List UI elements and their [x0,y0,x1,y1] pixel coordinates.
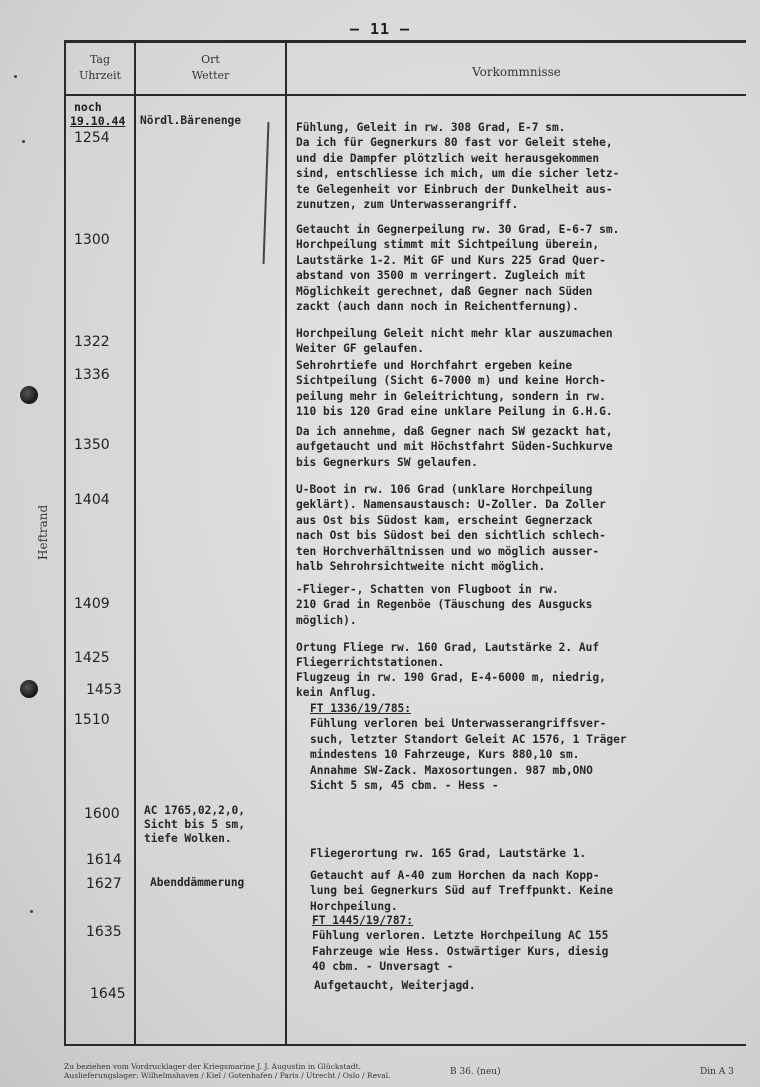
speck [22,140,25,143]
radio-message-ref: FT 1336/19/785: [310,702,412,715]
pen-stroke [263,122,270,264]
time-entry: 1635 [86,924,122,940]
table-bottom-rule [64,1044,746,1046]
table-left-border [64,40,66,1046]
day-date: 19.10.44 [70,114,126,128]
time-entry: 1645 [90,986,126,1002]
printer-note: Zu beziehen vom Vordrucklager der Kriegsmarine J. J. Augustin in Glückstadt. Auslieferungslager: Wilhelmshaven / Kiel / Gotenhafen / Paris / Utrecht / Oslo / Reval. [64,1062,391,1080]
event-entry: U-Boot in rw. 106 Grad (unklare Horchpeilung geklärt). Namensaustausch: U-Zoller. Da Zoller aus Ost bis Südost kam, erscheint Gegnerzack nach Ost bis Südost bei den sichtlich schlech- ten Horchverhältnissen und wo möglich ausser- halb Sehrohrsichtweite nicht möglich. [296,483,606,574]
page-number: — 11 — [349,20,411,38]
place-weather-entry: Abenddämmerung [150,876,245,889]
time-entry: 1614 [86,852,122,868]
time-entry: 1453 [86,682,122,698]
time-entry: 1300 [74,232,110,248]
header-events: Vorkommnisse [472,65,561,79]
column-divider-2 [285,40,287,1046]
event-entry: -Flieger-, Schatten von Flugboot in rw. 210 Grad in Regenböe (Täuschung des Ausgucks möglich). [296,583,593,627]
time-entry: 1350 [74,437,110,453]
speck [30,910,33,913]
time-entry: 1627 [86,876,122,892]
header-day-time: Tag Uhrzeit [79,53,121,82]
time-entry: 1336 [74,367,110,383]
speck [14,75,17,78]
event-entry: Fliegerortung rw. 165 Grad, Lautstärke 1. [310,847,587,860]
margin-label: Heftrand [36,504,50,560]
place-weather-entry: AC 1765,02,2,0, Sicht bis 5 sm, tiefe Wolken. [144,804,246,845]
time-entry: 1322 [74,334,110,350]
time-entry: 1254 [74,130,110,146]
event-entry: FT 1336/19/785: Fühlung verloren bei Unterwasserangriffsver- such, letzter Standort Geleit AC 1576, 1 Träger mindestens 10 Fahrzeuge, Kurs 880,10 sm. Annahme SW-Zack. Maxosortungen. 987 mb,ONO Sicht 5 sm, 45 cbm. - Hess - [310,702,627,793]
event-entry: Sehrohrtiefe und Horchfahrt ergeben keine Sichtpeilung (Sicht 6-7000 m) und keine Horch- peilung mehr in Geleitrichtung, sondern in rw. 110 bis 120 Grad eine unklare Peilung in G.H.G. [296,359,613,419]
event-entry: Aufgetaucht, Weiterjagd. [314,979,476,992]
table-top-rule [64,40,746,43]
header-bottom-rule [64,94,746,96]
event-entry: Horchpeilung Geleit nicht mehr klar auszumachen Weiter GF gelaufen. [296,327,613,356]
event-entry: FT 1445/19/787: Fühlung verloren. Letzte Horchpeilung AC 155 Fahrzeuge wie Hess. Ostwärtiger Kurs, diesig 40 cbm. - Unversagt - [312,914,609,974]
time-entry: 1409 [74,596,110,612]
header-place-weather: Ort Wetter [191,53,230,82]
form-number: B 36. (neu) [450,1067,501,1077]
day-continued: noch [74,100,102,114]
event-entry: Getaucht in Gegnerpeilung rw. 30 Grad, E-6-7 sm. Horchpeilung stimmt mit Sichtpeilung überein, Lautstärke 1-2. Mit GF und Kurs 225 Grad Quer- abstand von 3500 m verringert. Zugleich mit Möglichkeit gerechnet, daß Gegner nach Süden zackt (auch dann noch in Reichentfernung). [296,223,620,314]
time-entry: 1600 [84,806,120,822]
column-divider-1 [134,40,136,1046]
event-entry: Flugzeug in rw. 190 Grad, E-4-6000 m, niedrig, kein Anflug. [296,671,606,700]
radio-message-ref: FT 1445/19/787: [312,914,414,927]
event-entry: Ortung Fliege rw. 160 Grad, Lautstärke 2. Auf Fliegerrichtstationen. [296,641,600,670]
event-entry: Fühlung, Geleit in rw. 308 Grad, E-7 sm. Da ich für Gegnerkurs 80 fast vor Geleit stehe, und die Dampfer plötzlich weit herausgekommen sind, entschliesse ich mich, um die sicher letz- te Gelegenheit vor Einbruch der Dunkelheit aus- zunutzen, zum Unterwasserangriff. [296,121,620,212]
punch-hole-bottom [20,680,38,698]
time-entry: 1425 [74,650,110,666]
event-entry: Da ich annehme, daß Gegner nach SW gezackt hat, aufgetaucht und mit Höchstfahrt Süden-Suchkurve bis Gegnerkurs SW gelaufen. [296,425,613,469]
place-entry: Nördl.Bärenenge [140,114,242,127]
time-entry: 1404 [74,492,110,508]
punch-hole-top [20,386,38,404]
paper-format: Din A 3 [700,1067,734,1077]
event-entry: Getaucht auf A-40 zum Horchen da nach Kopp- lung bei Gegnerkurs Süd auf Treffpunkt. Keine Horchpeilung. [310,869,614,913]
time-entry: 1510 [74,712,110,728]
